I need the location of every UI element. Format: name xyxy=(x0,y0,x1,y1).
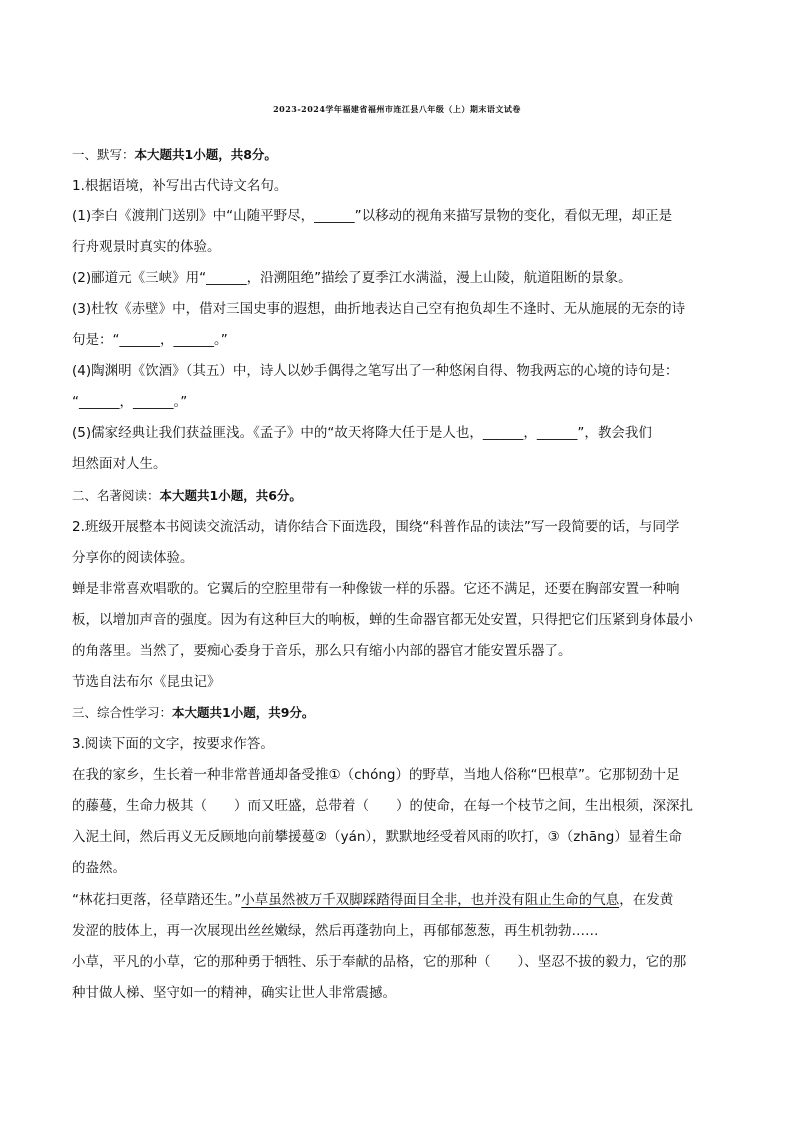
question-3-prompt: 3.阅读下面的文字，按要求作答。 xyxy=(72,736,274,752)
question-1-item-1: (1)李白《渡荆门送别》中“山随平野尽，______”以移动的视角来描写景物的变化，看似无理，却正是 xyxy=(72,208,673,224)
passage-line: 蝉是非常喜欢唱歌的。它翼后的空腔里带有一种像钹一样的乐器。它还不满足，还要在胸部安置一种响 xyxy=(72,581,680,597)
question-1-item-2: (2)郦道元《三峡》用“______，沿溯阻绝”描绘了夏季江水满溢，漫上山陵，航道阻断的景象。 xyxy=(72,270,632,286)
passage-line: 的角落里。当然了，要痴心委身于音乐，那么只有缩小内部的器官才能安置乐器了。 xyxy=(72,643,572,659)
passage-line: 的藤蔓，生命力极其（ ）而又旺盛，总带着（ ）的使命，在每一个枝节之间，生出根须，深深扎 xyxy=(72,798,693,814)
question-1-item-5: (5)儒家经典让我们获益匪浅。《孟子》中的“故天将降大任于是人也，______，______”，教会我们 xyxy=(72,425,652,441)
question-1-item-4-cont: “______，______。” xyxy=(72,394,188,410)
question-2-prompt: 2.班级开展整本书阅读交流活动，请你结合下面选段，围绕“科普作品的读法”写一段简要的话，与同学 xyxy=(72,519,680,535)
passage-line: 在我的家乡，生长着一种非常普通却备受推①（chóng）的野草，当地人俗称“巴根草”。它那韧劲十足 xyxy=(72,767,680,783)
passage-line: “林花扫更落，径草踏还生。”小草虽然被万千双脚踩踏得面目全非，也并没有阻止生命的气息，在发黄 xyxy=(72,892,674,908)
underlined-sentence: 小草虽然被万千双脚踩踏得面目全非，也并没有阻止生命的气息 xyxy=(241,892,620,908)
passage-line: 种甘做人梯、坚守如一的精神，确实让世人非常震撼。 xyxy=(72,985,396,1001)
page-title: 2023-2024学年福建省福州市连江县八年级（上）期末语文试卷 xyxy=(273,104,521,114)
question-1-item-3-cont: 句是：“______，______。” xyxy=(72,332,228,348)
question-1-item-3: (3)杜牧《赤壁》中，借对三国史事的遐想，曲折地表达自己空有抱负却生不逢时、无从施展的无奈的诗 xyxy=(72,301,686,317)
passage-line: 小草，平凡的小草，它的那种勇于牺牲、乐于奉献的品格，它的那种（ ）、坚忍不拔的毅力，它的那 xyxy=(72,954,687,970)
section-heading-3: 三、综合性学习：本大题共1小题，共9分。 xyxy=(72,705,315,720)
question-1-item-4: (4)陶渊明《饮酒》（其五）中，诗人以妙手偶得之笔写出了一种悠闲自得、物我两忘的心境的诗句是： xyxy=(72,363,679,379)
passage-line: 的盎然。 xyxy=(72,860,126,876)
question-1-item-1-cont: 行舟观景时真实的体验。 xyxy=(72,239,221,255)
passage-line: 入泥土间，然后再义无反顾地向前攀援蔓②（yán），默默地经受着风雨的吹打，③（zhāng）显着生命 xyxy=(72,829,682,845)
passage-source: 节选自法布尔《昆虫记》 xyxy=(72,674,221,690)
passage-line: 发涩的肢体上，再一次展现出丝丝嫩绿，然后再蓬勃向上，再郁郁葱葱，再生机勃勃…… xyxy=(72,923,599,939)
section-heading-2: 二、名著阅读：本大题共1小题，共6分。 xyxy=(72,488,302,503)
passage-line: 板，以增加声音的强度。因为有这种巨大的响板，蝉的生命器官都无处安置，只得把它们压紧到身体最小 xyxy=(72,612,693,628)
question-1-prompt: 1.根据语境，补写出古代诗文名句。 xyxy=(72,178,288,194)
section-heading-1: 一、默写：本大题共1小题，共8分。 xyxy=(72,147,277,162)
question-2-prompt-cont: 分享你的阅读体验。 xyxy=(72,550,194,566)
question-1-item-5-cont: 坦然面对人生。 xyxy=(72,456,167,472)
